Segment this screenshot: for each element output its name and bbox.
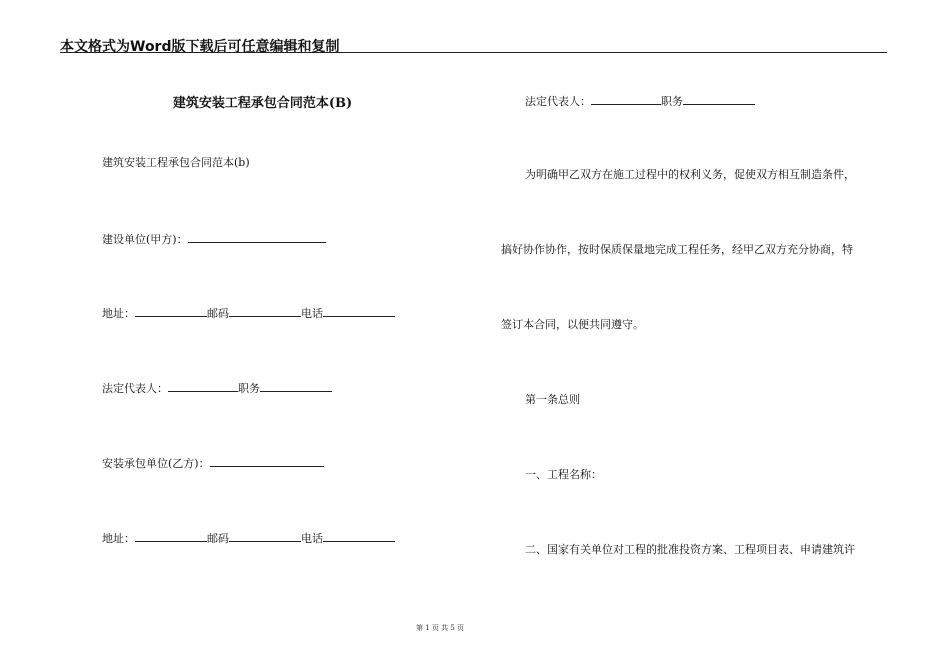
builder-label: 建设单位(甲方)：	[102, 233, 188, 246]
postcode-blank	[229, 530, 301, 542]
document-title: 建筑安装工程承包合同范本(B)	[172, 96, 353, 111]
contractor-line	[102, 455, 324, 471]
list-item-project-name: 一、工程名称：	[525, 468, 602, 481]
paragraph-line-2: 搞好协作协作，按时保质保量地完成工程任务，经甲乙双方充分协商，特	[501, 243, 853, 256]
address-line-2	[102, 530, 395, 546]
position-label: 职务	[238, 382, 260, 395]
address-blank	[135, 305, 207, 317]
header-divider	[60, 52, 887, 53]
representative-label: 法定代表人：	[102, 382, 168, 395]
position-label: 职务	[661, 95, 683, 108]
representative-blank	[591, 93, 661, 105]
phone-blank	[323, 305, 395, 317]
phone-blank	[323, 530, 395, 542]
position-blank	[683, 93, 755, 105]
document-header: 本文格式为Word版下载后可任意编辑和复制	[60, 39, 340, 55]
position-blank	[260, 380, 332, 392]
contract-subtitle: 建筑安装工程承包合同范本(b)	[102, 156, 250, 169]
representative-blank	[168, 380, 238, 392]
contractor-label: 安装承包单位(乙方)：	[102, 457, 210, 470]
postcode-label: 邮码	[207, 307, 229, 320]
page-number: 第 1 页 共 5 页	[415, 624, 465, 632]
representative-line-1	[102, 380, 332, 396]
address-line-1	[102, 305, 395, 321]
phone-label: 电话	[301, 307, 323, 320]
phone-label: 电话	[301, 532, 323, 545]
builder-line	[102, 231, 326, 247]
paragraph-line-3: 签订本合同，以便共同遵守。	[501, 318, 644, 331]
representative-label: 法定代表人：	[525, 95, 591, 108]
paragraph-line-1: 为明确甲乙双方在施工过程中的权利义务，促使双方相互制造条件，	[525, 168, 855, 181]
representative-line-2	[525, 93, 755, 109]
address-label: 地址：	[102, 532, 135, 545]
postcode-label: 邮码	[207, 532, 229, 545]
contractor-blank	[210, 455, 324, 467]
article-heading: 第一条总则	[525, 393, 580, 406]
postcode-blank	[229, 305, 301, 317]
builder-blank	[188, 231, 326, 243]
list-item-approval: 二、国家有关单位对工程的批准投资方案、工程项目表、申请建筑许	[525, 543, 855, 556]
address-blank	[135, 530, 207, 542]
address-label: 地址：	[102, 307, 135, 320]
